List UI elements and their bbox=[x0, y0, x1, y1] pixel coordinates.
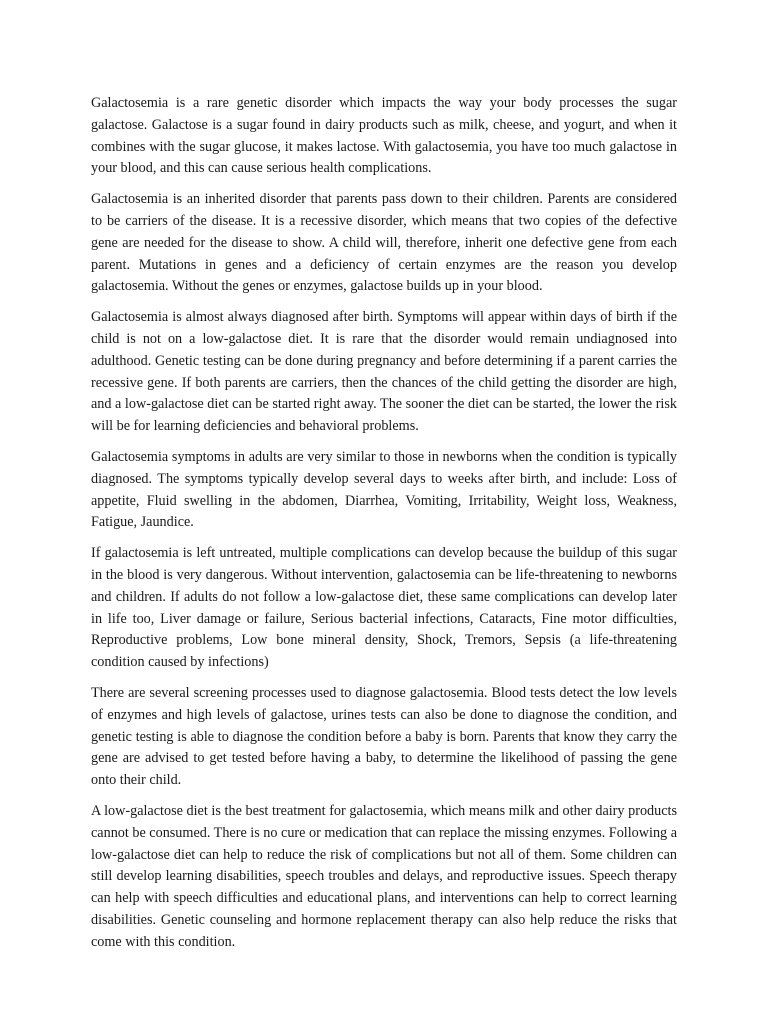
paragraph-inheritance: Galactosemia is an inherited disorder that parents pass down to their children. Parents are considered to be carriers of the disease. It is a recessive disorder, which means that two copies of the defective gene are needed for the disease to show. A child will, therefore, inherit one defective gene from each parent. Mutations in genes and a deficiency of certain enzymes are the reason you develop galactosemia. Without the genes or enzymes, galactose builds up in your blood. bbox=[91, 191, 677, 295]
paragraph-diagnosis: Galactosemia is almost always diagnosed after birth. Symptoms will appear within days of birth if the child is not on a low-galactose diet. It is rare that the disorder would remain undiagnosed into adulthood. Genetic testing can be done during pregnancy and before determining if a parent carries the recessive gene. If both parents are carriers, then the chances of the child getting the disorder are high, and a low-galactose diet can be started right away. The sooner the diet can be started, the lower the risk will be for learning deficiencies and behavioral problems. bbox=[91, 309, 677, 435]
paragraph-definition: Galactosemia is a rare genetic disorder which impacts the way your body processes the sugar galactose. Galactose is a sugar found in dairy products such as milk, cheese, and yogurt, and when it combines with the sugar glucose, it makes lactose. With galactosemia, you have too much galactose in your blood, and this can cause serious health complications. bbox=[91, 95, 677, 177]
paragraph-symptoms: Galactosemia symptoms in adults are very similar to those in newborns when the condition is typically diagnosed. The symptoms typically develop several days to weeks after birth, and include: Loss of appetite, Fluid swelling in the abdomen, Diarrhea, Vomiting, Irritability, Weight loss, Weakness, Fatigue, Jaundice. bbox=[91, 448, 677, 531]
paragraph-screening: There are several screening processes used to diagnose galactosemia. Blood tests detect the low levels of enzymes and high levels of galactose, urines tests can also be done to diagnose the condition, and genetic testing is able to diagnose the condition before a baby is born. Parents that know they carry the gene are advised to get tested before having a baby, to determine the likelihood of passing the gene onto their child. bbox=[91, 684, 677, 789]
paragraph-treatment: A low-galactose diet is the best treatment for galactosemia, which means milk and other dairy products cannot be consumed. There is no cure or medication that can replace the missing enzymes. Following a low-galactose diet can help to reduce the risk of complications but not all of them. Some children can still develop learning disabilities, speech troubles and delays, and reproductive issues. Speech therapy can help with speech difficulties and educational plans, and interventions can help to correct learning disabilities. Genetic counseling and hormone replacement therapy can also help reduce the risks that come with this condition. bbox=[91, 802, 677, 950]
paragraph-complications: If galactosemia is left untreated, multiple complications can develop because the buildup of this sugar in the blood is very dangerous. Without intervention, galactosemia can be life-threatening to newborns and children. If adults do not follow a low-galactose diet, these same complications can develop later in life too, Liver damage or failure, Serious bacterial infections, Cataracts, Fine motor difficulties, Reproductive problems, Low bone mineral density, Shock, Tremors, Sepsis (a life-threatening condition caused by infections) bbox=[91, 545, 677, 671]
document-page bbox=[91, 93, 677, 962]
